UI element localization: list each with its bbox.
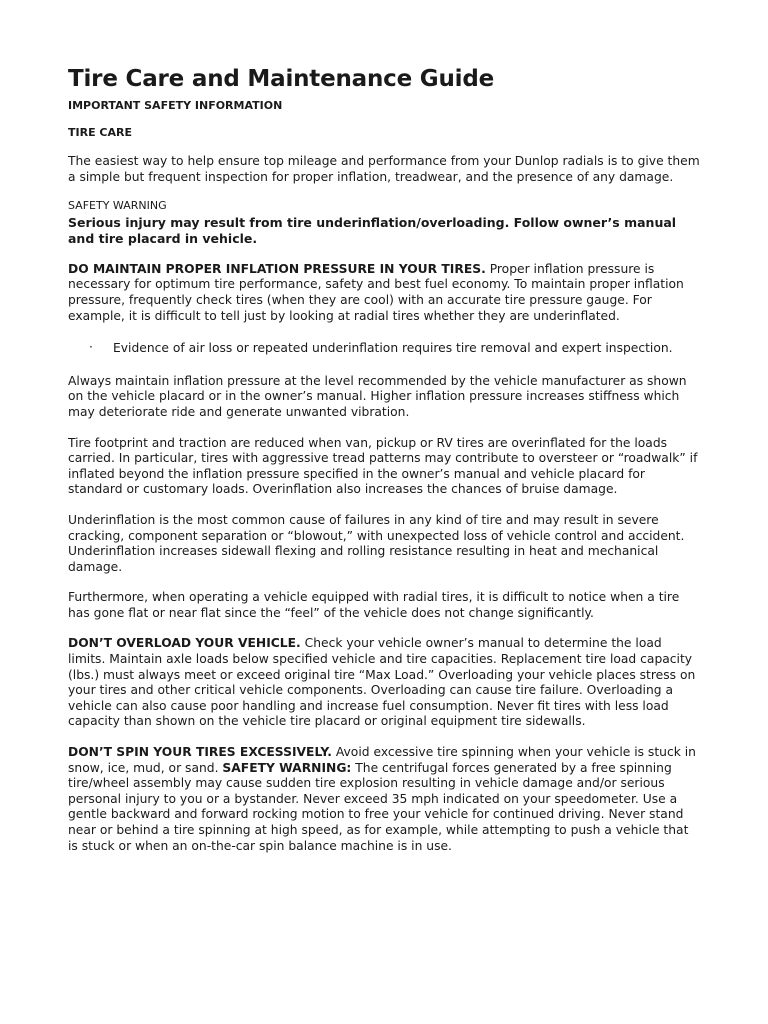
safety-warning-text: Serious injury may result from tire underinflation/overloading. Follow owner’s manual and tire placard in vehicle. — [68, 214, 677, 246]
overload-heading: DON’T OVERLOAD YOUR VEHICLE. — [68, 636, 301, 651]
inflation-heading: DO MAINTAIN PROPER INFLATION PRESSURE IN YOUR TIRES. — [68, 261, 486, 276]
body-paragraph: Tire footprint and traction are reduced when van, pickup or RV tires are overinflated for the loads carried. In particular, tires with aggressive tread patterns may contribute to oversteer or “roadwalk” if inflated beyond the inflation pressure specified in the owner’s manual and vehicle placard for standard or customary loads. Overinflation also increases the chances of bruise damage. — [68, 435, 698, 497]
section-heading: TIRE CARE — [68, 126, 132, 139]
body-paragraph: Always maintain inflation pressure at the level recommended by the vehicle manufacturer as shown on the vehicle placard or in the owner’s manual. Higher inflation pressure increases stiffness which may deteriorate ride and generate unwanted vibration. — [68, 373, 687, 419]
page-title: Tire Care and Maintenance Guide — [68, 66, 495, 92]
body-paragraph: Furthermore, when operating a vehicle equipped with radial tires, it is difficult to notice when a tire has gone flat or near flat since the “feel” of the vehicle does not change significantly. — [68, 590, 680, 620]
inflation-text: Proper inflation pressure is necessary for optimum tire performance, safety and best fuel economy. To maintain proper inflation pressure, frequently check tires (when they are cool) with an accurate tire pressure gauge. For example, it is difficult to tell just by looking at radial tires whether they are underinflated. — [68, 261, 684, 323]
bullet-icon: · — [89, 340, 93, 355]
overload-text: Check your vehicle owner’s manual to determine the load limits. Maintain axle loads below specified vehicle and tire capacities. Replacement tire load capacity (lbs.) must always meet or exceed original tire “Max Load.” Overloading your vehicle places stress on your tires and other critical vehicle components. Overloading can cause tire failure. Overloading a vehicle can also cause poor handling and increase fuel consumption. Never fit tires with less load capacity than shown on the vehicle tire placard or original equipment tire sidewalls. — [68, 636, 696, 729]
spin-text-2: The centrifugal forces generated by a free spinning tire/wheel assembly may cause sudden tire explosion resulting in vehicle damage and/or serious personal injury to you or a bystander. Never exceed 35 mph indicated on your speedometer. Use a gentle backward and forward rocking motion to free your vehicle for continued driving. Never stand near or behind a tire spinning at high speed, as for example, while attempting to push a vehicle that is stuck or when an on-the-car spin balance machine is in use. — [68, 760, 689, 853]
spin-paragraph — [68, 745, 700, 854]
page-subtitle: IMPORTANT SAFETY INFORMATION — [68, 99, 283, 112]
spin-heading: DON’T SPIN YOUR TIRES EXCESSIVELY. — [68, 745, 332, 760]
spin-warning-label: SAFETY WARNING: — [222, 760, 352, 775]
spin-text-1: Avoid excessive tire spinning when your vehicle is stuck in snow, ice, mud, or sand. — [68, 745, 696, 775]
list-item-text: Evidence of air loss or repeated underinflation requires tire removal and expert inspection. — [113, 341, 673, 356]
inflation-paragraph — [68, 262, 700, 324]
list-item — [68, 341, 700, 357]
safety-warning-label: SAFETY WARNING — [68, 199, 167, 213]
body-paragraph: Underinflation is the most common cause of failures in any kind of tire and may result in severe cracking, component separation or “blowout,” with unexpected loss of vehicle control and accident. Underinflation increases sidewall flexing and rolling resistance resulting in heat and mechanical damage. — [68, 512, 685, 574]
bullet-list — [68, 341, 700, 357]
overload-paragraph — [68, 636, 700, 730]
intro-paragraph: The easiest way to help ensure top mileage and performance from your Dunlop radials is to give them a simple but frequent inspection for proper inflation, treadwear, and the presence of any damage. — [68, 154, 700, 184]
